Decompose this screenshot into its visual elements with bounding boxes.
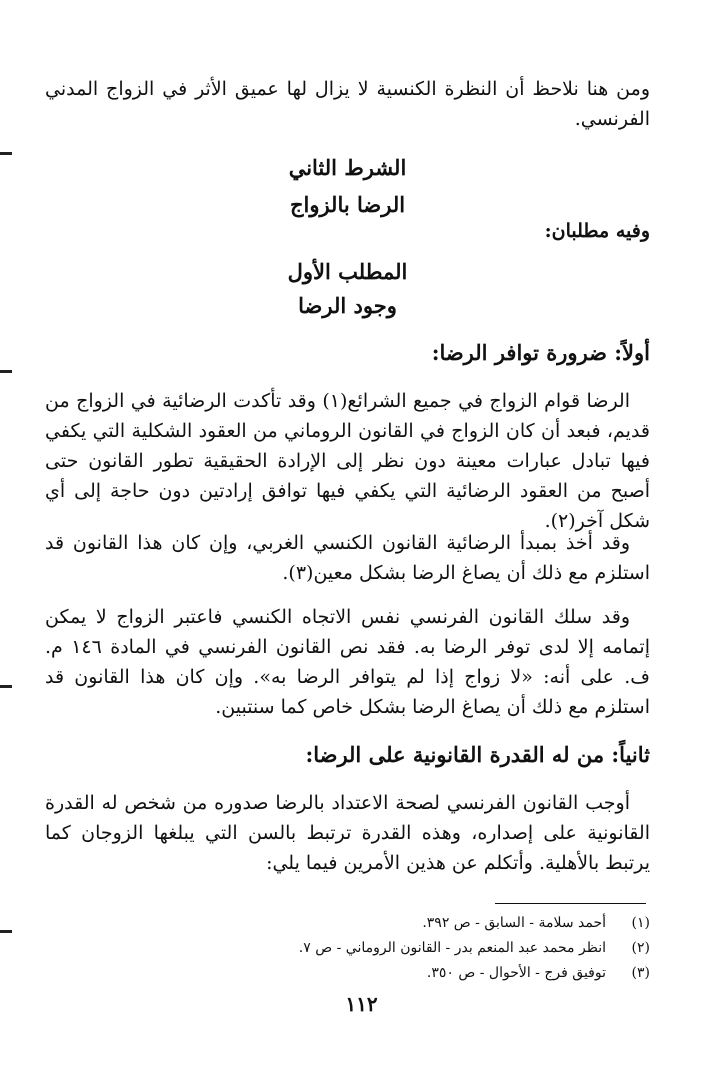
section-title: وجود الرضا — [298, 293, 397, 318]
page-number: ١١٢ — [345, 992, 378, 1016]
contains-label: وفيه مطلبان: — [544, 220, 650, 242]
condition-heading: الشرط الثاني — [288, 155, 407, 180]
first-subheading: أولاً: ضرورة توافر الرضا: — [431, 340, 650, 365]
footnote-text: توفيق فرج - الأحوال - ص ٣٥٠. — [426, 965, 606, 981]
footnote-2 — [200, 937, 650, 959]
footnote-number: (١) — [631, 915, 650, 931]
paragraph-1: الرضا قوام الزواج في جميع الشرائع(١) وقد تأكدت الرضائية في الزواج من قديم، فبعد أن كان الزواج في القانون الروماني من العقود الشكلية التي يكفي فيها تبادل عبارات معينة دون نظر إلى الإرادة الحقيقية تطور القانون حتى أصبح من العقود الرضائية التي يكفي فيها توافق إرادتين دون حاجة إلى أي شكل آخر(٢). — [45, 390, 650, 532]
paragraph-4: أوجب القانون الفرنسي لصحة الاعتداد بالرضا صدوره من شخص له القدرة القانونية على إصداره، وهذه القدرة ترتبط بالسن التي يبلغها الزوجان كما يرتبط بالأهلية. وأتكلم عن هذين الأمرين فيما يلي: — [45, 792, 650, 874]
scan-edge-mark — [0, 152, 12, 155]
footnote-number: (٢) — [631, 940, 650, 956]
intro-paragraph: ومن هنا نلاحظ أن النظرة الكنسية لا يزال لها عميق الأثر في الزواج المدني الفرنسي. — [45, 78, 650, 130]
footnote-3 — [200, 962, 650, 984]
footnote-text: انظر محمد عبد المنعم بدر - القانون الروماني - ص ٧. — [298, 940, 606, 956]
scan-edge-mark — [0, 370, 12, 373]
scan-edge-mark — [0, 930, 12, 933]
footnote-text: أحمد سلامة - السابق - ص ٣٩٢. — [422, 915, 606, 931]
condition-title: الرضا بالزواج — [289, 192, 406, 217]
section-heading: المطلب الأول — [287, 259, 408, 284]
scan-edge-mark — [0, 685, 12, 688]
paragraph-2: وقد أخذ بمبدأ الرضائية القانون الكنسي الغربي، وإن كان هذا القانون قد استلزم مع ذلك أن يصاغ الرضا بشكل معين(٣). — [45, 532, 650, 584]
paragraph-3: وقد سلك القانون الفرنسي نفس الاتجاه الكنسي فاعتبر الزواج لا يمكن إتمامه إلا لدى توفر الرضا به. فقد نص القانون الفرنسي في المادة ١٤٦ م. ف. على أنه: «لا زواج إذا لم يتوافر الرضا به». وإن كان هذا القانون قد استلزم مع ذلك أن يصاغ الرضا بشكل خاص كما سنتبين. — [45, 606, 650, 718]
footnote-1 — [200, 912, 650, 934]
second-subheading: ثانياً: من له القدرة القانونية على الرضا: — [305, 742, 650, 767]
footnote-number: (٣) — [631, 965, 650, 981]
footnote-separator — [495, 903, 646, 904]
